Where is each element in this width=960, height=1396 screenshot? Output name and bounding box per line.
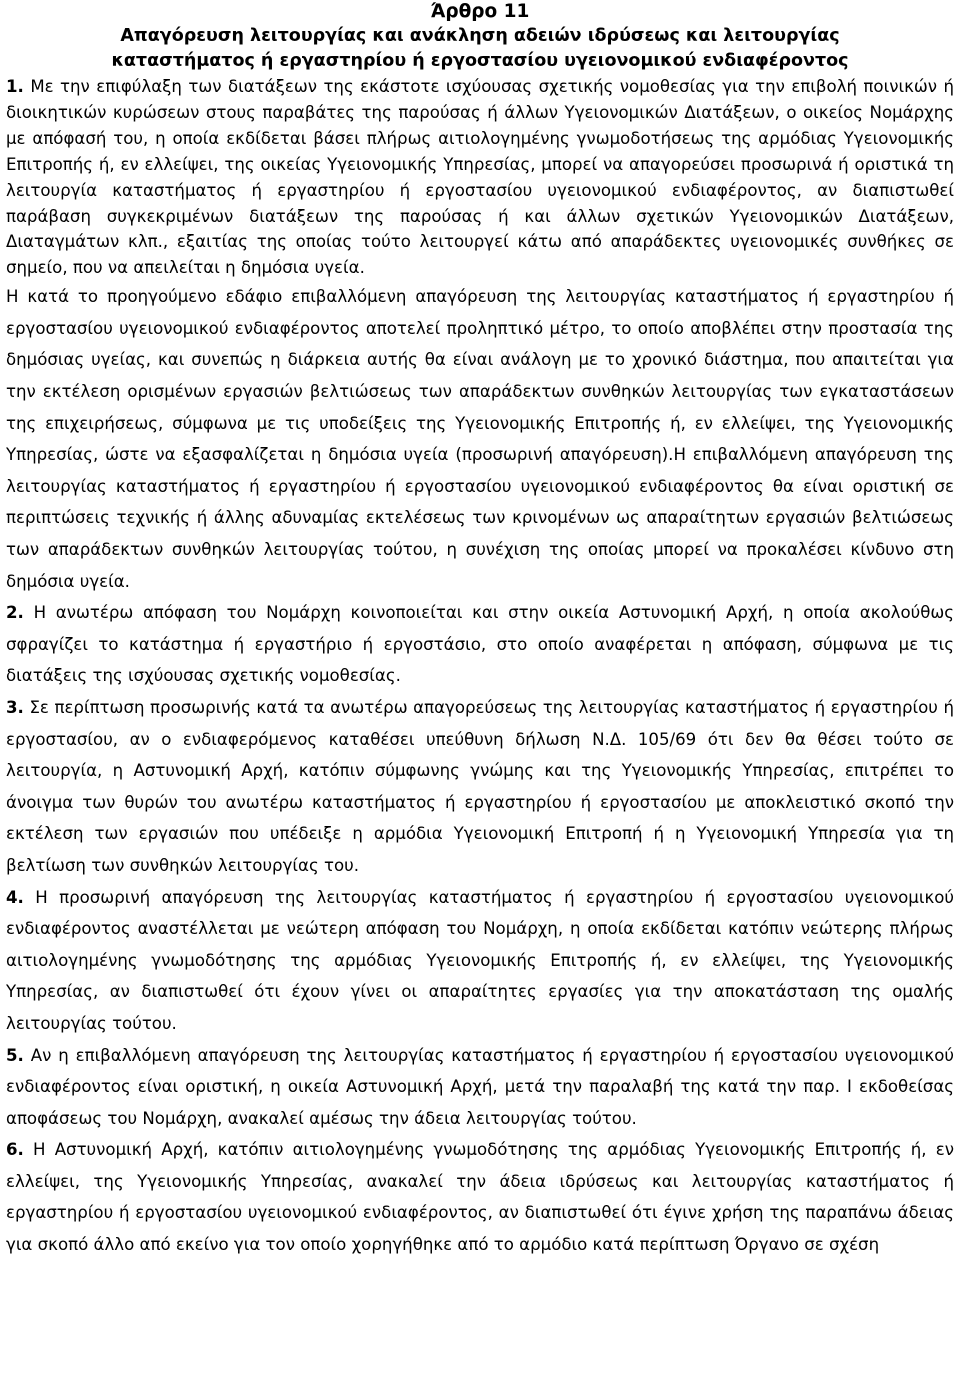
article-heading: Άρθρο 11: [430, 1, 530, 22]
paragraph-number: 5.: [6, 1045, 24, 1065]
article-title-line-2: καταστήματος ή εργαστηρίου ή εργοστασίου υγειονομικού ενδιαφέροντος: [111, 51, 849, 71]
paragraph-text: Η ανωτέρω απόφαση του Νομάρχη κοινοποιείται και στην οικεία Αστυνομική Αρχή, η οποία ακολούθως σφραγίζει το κατάστημα ή εργαστήριο ή εργοστάσιο, στο οποίο αναφέρεται η απόφαση, σύμφωνα με τις διατάξεις της ισχύουσας σχετικής νομοθεσίας.: [6, 603, 954, 686]
paragraph-number: 4.: [6, 887, 24, 907]
paragraph-3: [6, 692, 954, 882]
document-page: [6, 0, 954, 1261]
article-title-line-1: Απαγόρευση λειτουργίας και ανάκληση αδειών ιδρύσεως και λειτουργίας: [120, 26, 840, 46]
paragraph-4: [6, 882, 954, 1040]
paragraph-text: Η προσωρινή απαγόρευση της λειτουργίας καταστήματος ή εργαστηρίου ή εργοστασίου υγειονομικού ενδιαφέροντος αναστέλλεται με νεώτερη απόφαση του Νομάρχη, η οποία εκδίδεται κατόπιν νεώτερης πλήρως αιτιολογημένης γνωμοδότησης της αρμόδιας Υγειονομικής Επιτροπής ή, εν ελλείψει, της Υγειονομικής Υπηρεσίας, αν διαπιστωθεί ότι έχουν γίνει οι απαραίτητες εργασίες για την αποκατάσταση της ομαλής λειτουργίας τούτου.: [6, 887, 954, 1033]
paragraph-text: Η Αστυνομική Αρχή, κατόπιν αιτιολογημένης γνωμοδότησης της αρμόδιας Υγειονομικής Επιτροπής ή, εν ελλείψει, της Υγειονομικής Υπηρεσίας, ανακαλεί την άδεια ιδρύσεως και λειτουργίας καταστήματος ή εργαστηρίου ή εργοστασίου υγειονομικού ενδιαφέροντος, αν διαπιστωθεί ότι έγινε χρήση της παραπάνω άδειας για σκοπό άλλο από εκείνο για τον οποίο χορηγήθηκε από το αρμόδιο κατά περίπτωση Όργανο σε σχέση: [6, 1140, 954, 1255]
paragraph-text: Με την επιφύλαξη των διατάξεων της εκάστοτε ισχύουσας σχετικής νομοθεσίας για την επιβολή ποινικών ή διοικητικών κυρώσεων στους παραβάτες της παρούσας ή άλλων Υγειονομικών Διατάξεων, ο οικείος Νομάρχης με απόφασή του, η οποία εκδίδεται βάσει πλήρως αιτιολογημένης γνωμοδοτήσεως της αρμόδιας Υγειονομικής Επιτροπής ή, εν ελλείψει, της οικείας Υγειονομικής Υπηρεσίας, μπορεί να απαγορεύσει προσωρινά ή οριστικά τη λειτουργία καταστήματος ή εργαστηρίου ή εργοστασίου υγειονομικού ενδιαφέροντος, αν διαπιστωθεί παράβαση συγκεκριμένων διατάξεων της παρούσας ή και άλλων σχετικών Υγειονομικών Διατάξεων, Διαταγμάτων κλπ., εξαιτίας της οποίας τούτο λειτουργεί κάτω από απαράδεκτες υγειονομικές συνθήκες σε σημείο, που να απειλείται η δημόσια υγεία.: [6, 77, 954, 278]
paragraph-text: Η κατά το προηγούμενο εδάφιο επιβαλλόμενη απαγόρευση της λειτουργίας καταστήματος ή εργαστηρίου ή εργοστασίου υγειονομικού ενδιαφέροντος αποτελεί προληπτικό μέτρο, το οποίο αποβλέπει στην προστασία της δημόσιας υγείας, και συνεπώς η διάρκεια αυτής θα είναι ανάλογη με το χρονικό διάστημα, που απαιτείται για την εκτέλεση ορισμένων εργασιών βελτιώσεως των απαράδεκτων συνθηκών λειτουργίας των εγκαταστάσεων της επιχειρήσεως, σύμφωνα με τις υποδείξεις της Υγειονομικής Επιτροπής ή, εν ελλείψει, της Υγειονομικής Υπηρεσίας, ώστε να εξασφαλίζεται η δημόσια υγεία (προσωρινή απαγόρευση).Η επιβαλλόμενη απαγόρευση της λειτουργίας καταστήματος ή εργαστηρίου ή εργοστασίου υγειονομικού ενδιαφέροντος θα είναι οριστική σε περιπτώσεις τεχνικής ή άλλης αδυναμίας εκτελέσεως των κρινομένων ως απαραίτητων εργασιών βελτιώσεως των απαράδεκτων συνθηκών λειτουργίας τούτου, η συνέχιση της οποίας μπορεί να προκαλέσει κίνδυνο στη δημόσια υγεία.: [6, 287, 954, 591]
paragraph-6: [6, 1134, 954, 1260]
paragraph-text: Σε περίπτωση προσωρινής κατά τα ανωτέρω απαγορεύσεως της λειτουργίας καταστήματος ή εργαστηρίου ή εργοστασίου, αν ο ενδιαφερόμενος καταθέσει υπεύθυνη δήλωση Ν.Δ. 105/69 ότι δεν θα θέσει τούτο σε λειτουργία, η Αστυνομική Αρχή, κατόπιν σύμφωνης γνώμης και της Υγειονομικής Υπηρεσίας, επιτρέπει το άνοιγμα των θυρών του ανωτέρω καταστήματος ή εργαστηρίου ή εργοστασίου με αποκλειστικό σκοπό την εκτέλεση των εργασιών που υπέδειξε η αρμόδια Υγειονομική Επιτροπή ή η Υγειονομική Υπηρεσία για τη βελτίωση των συνθηκών λειτουργίας του.: [6, 697, 954, 875]
paragraph-1-continuation: [6, 281, 954, 597]
paragraph-1: [6, 74, 954, 281]
paragraph-5: [6, 1040, 954, 1135]
paragraph-number: 1.: [6, 77, 24, 96]
paragraph-text: Αν η επιβαλλόμενη απαγόρευση της λειτουργίας καταστήματος ή εργαστηρίου ή εργοστασίου υγειονομικού ενδιαφέροντος είναι οριστική, η οικεία Αστυνομική Αρχή, μετά την παραλαβή της κατά την παρ. Ι εκδοθείσας αποφάσεως του Νομάρχη, ανακαλεί αμέσως την άδεια λειτουργίας τούτου.: [6, 1045, 954, 1128]
paragraph-number: 6.: [6, 1140, 24, 1160]
paragraph-number: 2.: [6, 603, 24, 623]
paragraph-2: [6, 597, 954, 692]
paragraph-number: 3.: [6, 697, 24, 717]
